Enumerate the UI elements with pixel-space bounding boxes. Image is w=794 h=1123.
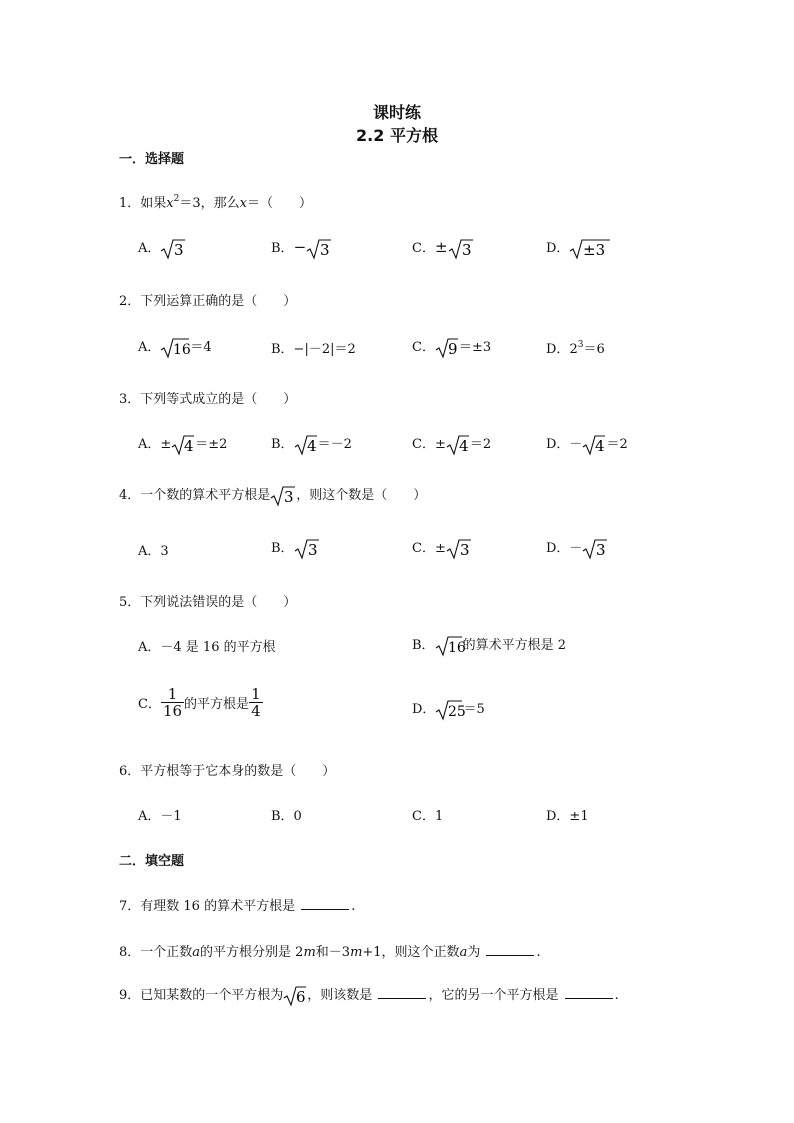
sqrt-symbol [294,538,320,560]
numerator: 1 [161,686,184,703]
radicand: 3 [284,487,294,506]
section-fill-heading: 二．填空题 [119,854,185,869]
q1-var-x2: x [239,196,247,211]
q7-suffix: . [351,899,356,914]
question-4 [119,484,426,507]
radicand: 3 [307,540,318,559]
option-label: D．－ [546,541,583,556]
sqrt-symbol [160,337,190,359]
q4-suffix: ，则这个数是（ ） [296,488,427,503]
q2-option-b: B．−|－2|＝2 [271,342,356,357]
q8-text-2: 和－3 [315,945,351,960]
radicand: 3 [596,540,606,559]
option-label: C． [138,697,161,712]
q1-exponent: 2 [173,194,180,204]
q2-a-tail: ＝4 [190,340,212,355]
q3-a-tail: ＝±2 [195,437,228,452]
q6-option-a: A．－1 [138,809,182,824]
q2-d-exponent: 3 [577,340,584,350]
q3-option-b [271,433,352,456]
q5-option-c [138,686,263,719]
option-label: C． [412,241,435,256]
q1-equation: ＝3，那么 [179,196,240,211]
q5-option-d [412,698,485,721]
q5-d-tail: ＝5 [463,702,485,717]
q6-option-d: D．±1 [546,809,589,824]
question-8 [119,941,541,960]
q4-option-a: A．3 [138,544,169,559]
q5-c-text: 的平方根是 [184,697,250,712]
fraction [161,686,184,719]
radicand: 4 [306,436,317,455]
denominator: 16 [162,702,183,720]
page-title: 课时练 [372,103,421,122]
q6-option-b: B．0 [271,809,302,824]
option-label: B． [271,541,294,556]
q8-prefix: 8．一个正数 [119,945,193,960]
var-a: a [192,945,201,960]
q9-suffix: . [614,988,619,1003]
q4-option-b [271,537,320,560]
q9-text-1: ，则该数是 [307,988,373,1003]
q1-tail: ＝（ ） [246,196,312,211]
radicand: 16 [447,639,466,656]
denominator: 4 [251,702,261,720]
q2-option-d [546,338,605,357]
q1-option-c [412,237,474,260]
question-1 [119,192,312,211]
q2-option-c [412,336,491,359]
question-5: 5．下列说法错误的是（ ） [119,595,297,610]
fraction [249,686,263,719]
option-label: B． [271,437,294,452]
q2-option-a [138,336,212,359]
q4-prefix: 4．一个数的算术平方根是 [119,488,271,503]
sqrt-symbol [446,538,472,560]
question-9 [119,984,619,1007]
q1-var-x: x [166,196,174,211]
radicand: ±3 [583,240,606,259]
q8-text-3: +1，则这个正数 [362,945,460,960]
q4-option-d [546,537,608,560]
option-label: A．± [138,437,172,452]
q6-option-c: C．1 [412,809,444,824]
radicand: 9 [447,339,458,358]
q1-option-a [138,237,186,260]
answer-blank[interactable] [565,986,613,999]
q3-b-tail: ＝－2 [317,437,352,452]
q3-d-tail: ＝2 [606,437,628,452]
answer-blank[interactable] [486,943,534,956]
q7-prefix: 7．有理数 16 的算术平方根是 [119,899,296,914]
q2-d-base: 2 [569,342,578,357]
answer-blank[interactable] [378,986,426,999]
q1-option-b [271,237,332,260]
minus-sign: − [293,238,307,256]
sqrt-symbol [435,635,466,657]
option-label: C． [412,340,435,355]
radicand: 3 [174,240,184,259]
option-label: B． [271,241,294,256]
q3-option-d [546,433,628,456]
q5-option-a: A．－4 是 16 的平方根 [138,640,276,655]
sqrt-symbol [171,434,195,456]
radicand: 4 [595,436,605,455]
q9-text-2: ，它的另一个平方根是 [428,988,559,1003]
radicand: 25 [448,703,467,720]
option-label: B． [412,638,435,653]
radicand: 3 [461,240,472,259]
q5-b-tail: 的算术平方根是 2 [462,638,566,653]
numerator: 1 [251,685,261,703]
q4-option-c [412,537,472,560]
sqrt-symbol [582,434,606,456]
q2-c-tail: ＝±3 [458,340,492,355]
q3-c-tail: ＝2 [469,437,492,452]
sqrt-symbol [306,238,332,260]
option-label: D． [546,241,570,256]
q5-option-b [412,634,566,657]
page-subtitle: 2.2 平方根 [356,126,438,145]
radicand: 6 [296,987,306,1006]
option-label: C．± [412,541,446,556]
sqrt-symbol [283,985,307,1007]
sqrt-symbol [569,238,611,260]
question-2: 2．下列运算正确的是（ ） [119,294,297,309]
sqrt-symbol [446,434,470,456]
option-label: C．± [412,437,446,452]
option-label: A． [138,340,161,355]
option-label: A． [138,241,161,256]
question-7 [119,895,355,914]
q9-prefix: 9．已知某数的一个平方根为 [119,988,284,1003]
sqrt-symbol [448,238,474,260]
var-m: m [350,945,363,960]
question-6: 6．平方根等于它本身的数是（ ） [119,764,336,779]
answer-blank[interactable] [301,897,349,910]
sqrt-symbol [294,434,318,456]
q8-text-1: 的平方根分别是 2 [200,945,304,960]
option-label: D． [412,702,436,717]
sqrt-symbol [435,337,459,359]
q3-option-c [412,433,491,456]
q8-text-4: 为 [467,945,481,960]
radicand: 16 [173,341,192,358]
section-choice-heading: 一．选择题 [119,152,185,167]
q2-d-tail: ＝6 [583,342,605,357]
question-3: 3．下列等式成立的是（ ） [119,392,297,407]
var-m: m [303,945,316,960]
q8-suffix: . [536,945,541,960]
q1-option-d [546,237,611,260]
radicand: 4 [184,436,194,455]
sqrt-symbol [435,699,467,721]
sqrt-symbol [582,538,608,560]
plus-minus-sign: ± [434,238,448,256]
q3-option-a [138,433,227,456]
sqrt-symbol [160,238,186,260]
radicand: 3 [459,540,470,559]
sqrt-symbol [270,485,296,507]
q1-prefix: 1．如果 [119,196,167,211]
var-a: a [459,945,468,960]
radicand: 4 [458,436,469,455]
option-label: D． [546,342,570,357]
radicand: 3 [320,240,330,259]
option-label: D．－ [546,437,583,452]
